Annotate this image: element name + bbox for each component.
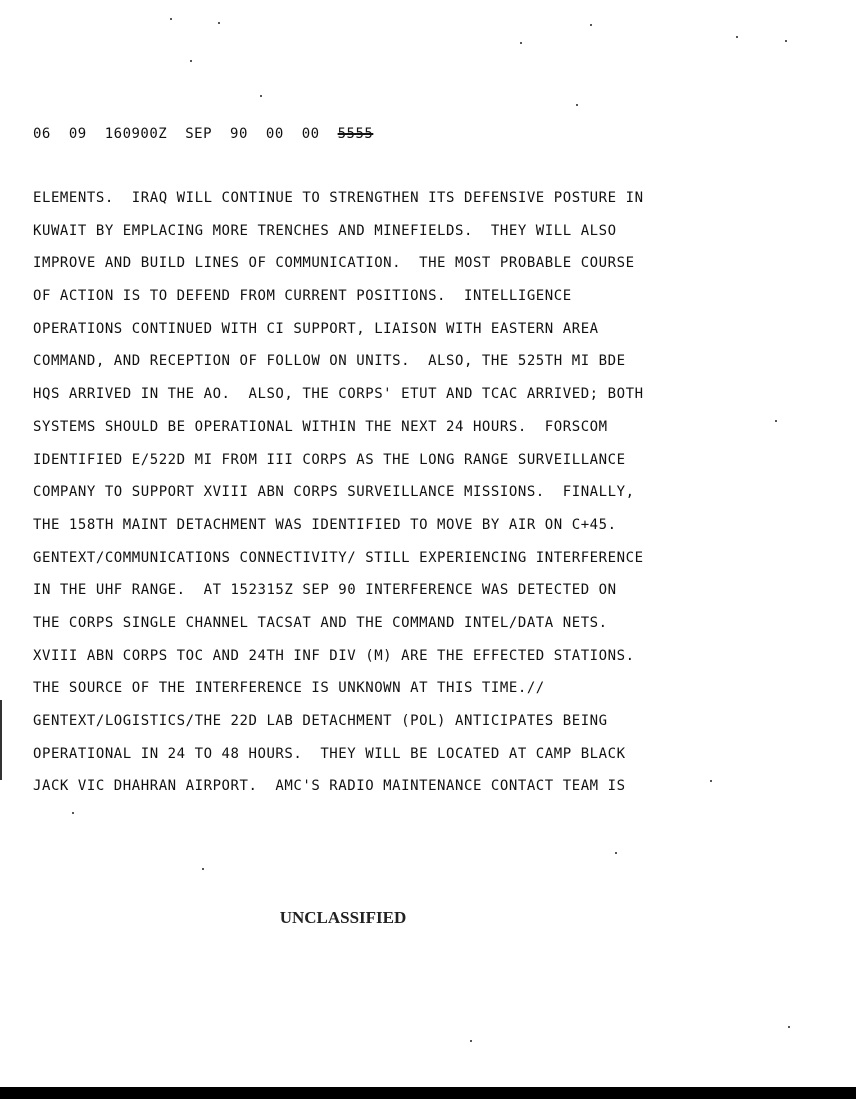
scan-speck [470, 1040, 472, 1042]
body-line: COMMAND, AND RECEPTION OF FOLLOW ON UNITS. ALSO, THE 525TH MI BDE [33, 353, 626, 370]
scan-speck [736, 36, 738, 38]
header-field: 00 [301, 126, 320, 142]
body-line: GENTEXT/COMMUNICATIONS CONNECTIVITY/ STILL EXPERIENCING INTERFERENCE [33, 549, 644, 566]
scan-speck [260, 95, 262, 97]
header-field: 09 [68, 126, 87, 142]
scan-edge-mark [0, 700, 2, 780]
classification-footer [0, 908, 856, 928]
body-line: IDENTIFIED E/522D MI FROM III CORPS AS THE LONG RANGE SURVEILLANCE [33, 451, 626, 468]
struck-header-value: 5555 [337, 126, 374, 142]
body-line: OPERATIONAL IN 24 TO 48 HOURS. THEY WILL BE LOCATED AT CAMP BLACK [33, 745, 626, 762]
classification-label: UNCLASSIFIED [279, 908, 407, 927]
scan-speck [218, 22, 220, 24]
body-line: THE 158TH MAINT DETACHMENT WAS IDENTIFIED TO MOVE BY AIR ON C+45. [33, 516, 617, 533]
body-line: ELEMENTS. IRAQ WILL CONTINUE TO STRENGTHEN ITS DEFENSIVE POSTURE IN [33, 190, 644, 206]
scan-speck [615, 852, 617, 854]
body-line: GENTEXT/LOGISTICS/THE 22D LAB DETACHMENT (POL) ANTICIPATES BEING [33, 713, 608, 729]
scan-speck [202, 868, 204, 870]
body-line: COMPANY TO SUPPORT XVIII ABN CORPS SURVEILLANCE MISSIONS. FINALLY, [33, 484, 635, 501]
body-line: THE SOURCE OF THE INTERFERENCE IS UNKNOWN AT THIS TIME.// [33, 680, 545, 697]
body-line: KUWAIT BY EMPLACING MORE TRENCHES AND MINEFIELDS. THEY WILL ALSO [33, 222, 617, 239]
scan-speck [785, 40, 787, 42]
header-field: 90 [230, 126, 248, 142]
body-line: OF ACTION IS TO DEFEND FROM CURRENT POSITIONS. INTELLIGENCE [33, 288, 572, 305]
scan-speck [170, 18, 172, 20]
body-line: IN THE UHF RANGE. AT 152315Z SEP 90 INTERFERENCE WAS DETECTED ON [33, 582, 617, 599]
body-line: JACK VIC DHAHRAN AIRPORT. AMC'S RADIO MAINTENANCE CONTACT TEAM IS [33, 778, 626, 795]
header-field: 00 [265, 126, 284, 142]
body-line: SYSTEMS SHOULD BE OPERATIONAL WITHIN THE NEXT 24 HOURS. FORSCOM [33, 418, 608, 435]
header-field: 06 [33, 126, 51, 142]
message-body [33, 187, 833, 808]
header-field: 160900Z [104, 126, 168, 142]
scan-speck [190, 60, 192, 62]
header-field: SEP [185, 126, 213, 142]
body-line: OPERATIONS CONTINUED WITH CI SUPPORT, LIAISON WITH EASTERN AREA [33, 320, 599, 337]
scan-bottom-bar [0, 1087, 856, 1099]
scan-speck [520, 42, 522, 44]
body-line: IMPROVE AND BUILD LINES OF COMMUNICATION. THE MOST PROBABLE COURSE [33, 255, 635, 272]
body-line: THE CORPS SINGLE CHANNEL TACSAT AND THE COMMAND INTEL/DATA NETS. [33, 614, 608, 631]
scan-speck [788, 1026, 790, 1028]
body-line: HQS ARRIVED IN THE AO. ALSO, THE CORPS' ETUT AND TCAC ARRIVED; BOTH [33, 386, 644, 403]
scan-speck [576, 104, 578, 106]
body-line: XVIII ABN CORPS TOC AND 24TH INF DIV (M) ARE THE EFFECTED STATIONS. [33, 647, 635, 664]
scan-speck [590, 24, 592, 26]
message-header [33, 126, 391, 142]
scan-speck [72, 812, 74, 814]
